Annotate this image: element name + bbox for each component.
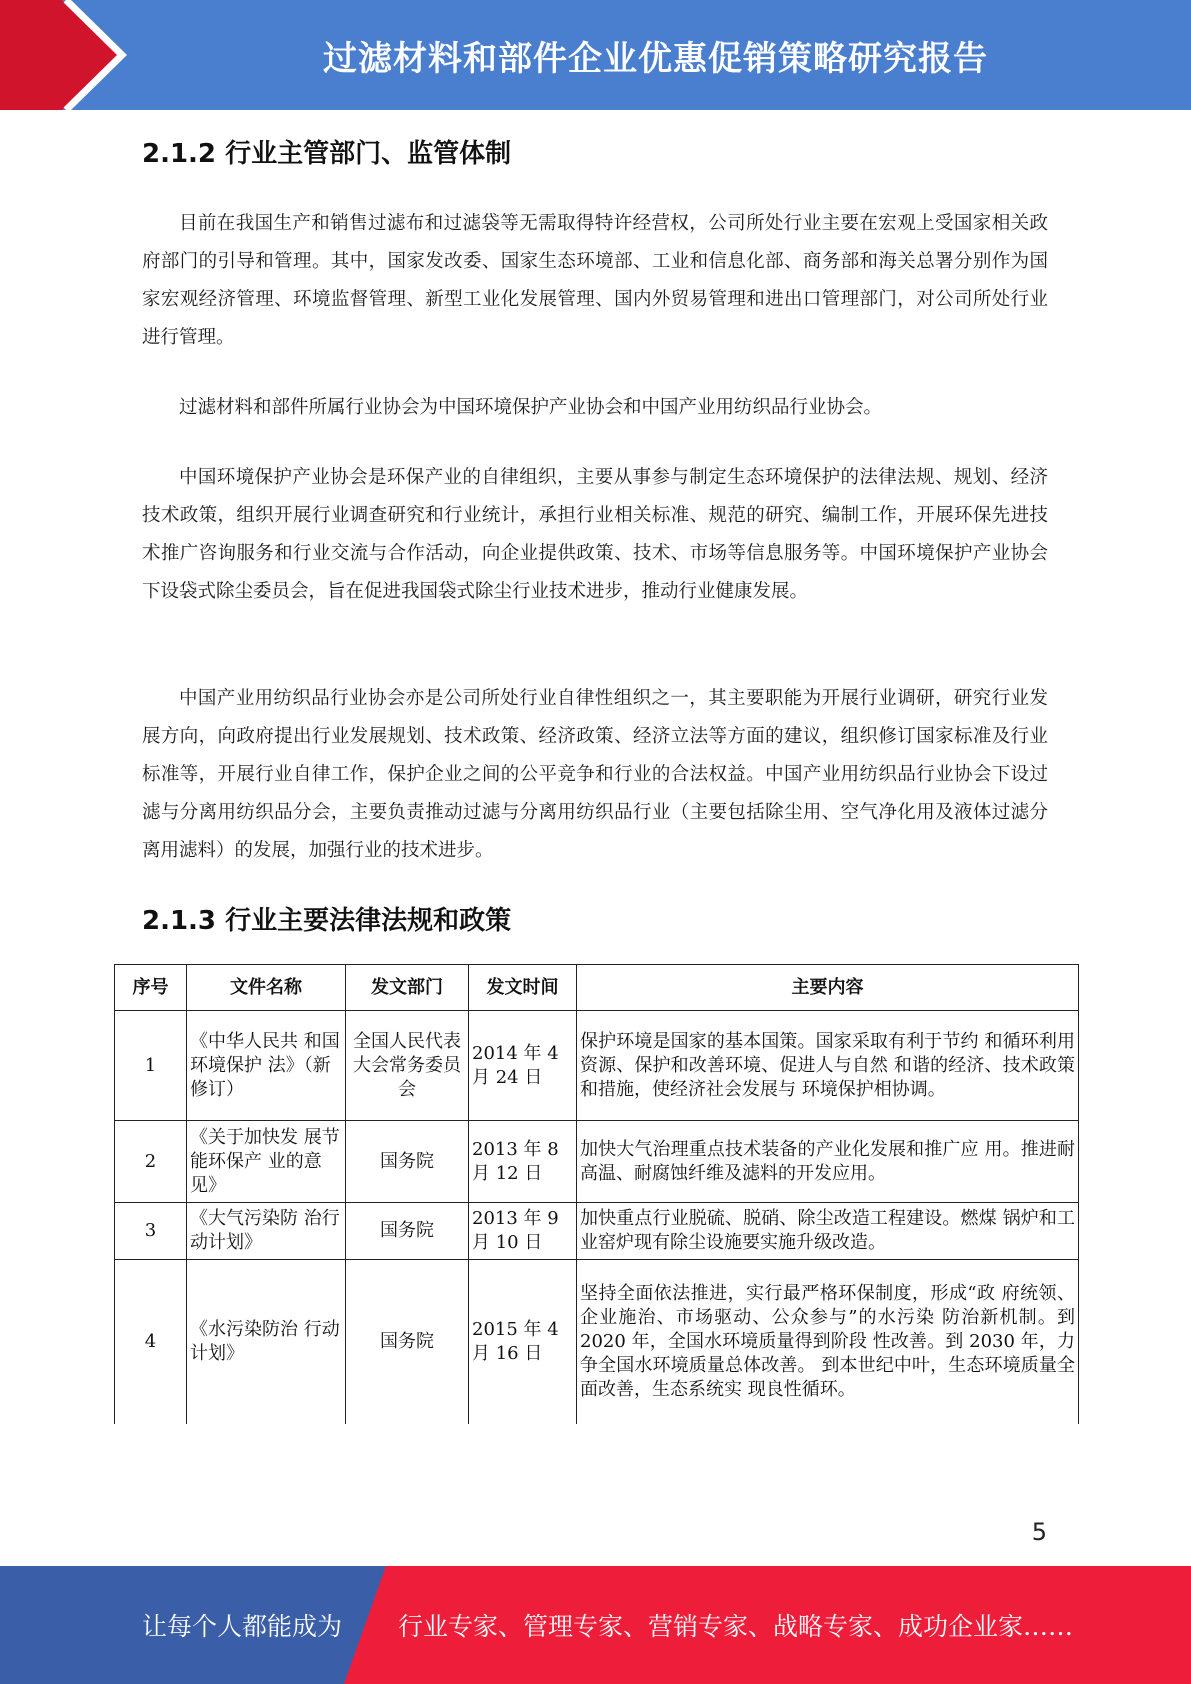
- row-number-cell: 1: [115, 1011, 187, 1121]
- content-cell: 加快大气治理重点技术装备的产业化发展和推广应 用。推进耐高温、耐腐蚀纤维及滤料的开发应用。: [577, 1121, 1079, 1203]
- policy-table: [114, 964, 1079, 1424]
- issuer-cell: 全国人民代表大会常务委员会: [346, 1011, 469, 1121]
- column-header: 序号: [115, 965, 187, 1011]
- content-cell: 加快重点行业脱硫、脱硝、除尘改造工程建设。燃煤 锅炉和工业窑炉现有除尘设施要实施升级改造。: [577, 1203, 1079, 1260]
- table-row: [115, 1011, 1079, 1121]
- row-number-cell: 2: [115, 1121, 187, 1203]
- column-header: 发文时间: [469, 965, 577, 1011]
- paragraph-associations: 过滤材料和部件所属行业协会为中国环境保护产业协会和中国产业用纺织品行业协会。: [179, 397, 883, 418]
- report-title: 过滤材料和部件企业优惠促销策略研究报告: [323, 38, 988, 79]
- section-heading-2-1-3: 2.1.3 行业主要法律法规和政策: [142, 906, 512, 936]
- section-heading-2-1-2: 2.1.2 行业主管部门、监管体制: [142, 139, 512, 169]
- date-cell: 2015 年 4 月 16 日: [469, 1260, 577, 1424]
- row-number-cell: 3: [115, 1203, 187, 1260]
- document-name-cell: 《大气污染防 治行动计划》: [187, 1203, 346, 1260]
- document-name-cell: 《水污染防治 行动计划》: [187, 1260, 346, 1424]
- table-row: [115, 1203, 1079, 1260]
- date-cell: 2013 年 8 月 12 日: [469, 1121, 577, 1203]
- header-arrow-graphic: [0, 0, 150, 110]
- column-header: 发文部门: [346, 965, 469, 1011]
- table-row: [115, 1121, 1079, 1203]
- date-cell: 2014 年 4 月 24 日: [469, 1011, 577, 1121]
- issuer-cell: 国务院: [346, 1260, 469, 1424]
- footer-slogan-right: 行业专家、管理专家、营销专家、战略专家、成功企业家……: [398, 1612, 1074, 1641]
- content-cell: 坚持全面依法推进，实行最严格环保制度，形成“政 府统领、企业施治、市场驱动、公众参与”的水污染 防治新机制。到 2020 年，全国水环境质量得到阶段 性改善。到 2030 年，力争全国水环境质量总体改善。 到本世纪中叶，生态环境质量全面改善，生态系统实 现良性循环。: [577, 1260, 1079, 1424]
- paragraph-regulators: 目前在我国生产和销售过滤布和过滤袋等无需取得特许经营权，公司所处行业主要在宏观上受国家相关政府部门的引导和管理。其中，国家发改委、国家生态环境部、工业和信息化部、商务部和海关总署分别作为国家宏观经济管理、环境监督管理、新型工业化发展管理、国内外贸易管理和进出口管理部门，对公司所处行业进行管理。: [142, 213, 1048, 348]
- document-name-cell: 《关于加快发 展节能环保产 业的意见》: [187, 1121, 346, 1203]
- date-cell: 2013 年 9 月 10 日: [469, 1203, 577, 1260]
- document-name-cell: 《中华人民共 和国环境保护 法》（新修订）: [187, 1011, 346, 1121]
- footer-banner: [0, 1566, 1191, 1684]
- paragraph-env-protection-association: 中国环境保护产业协会是环保产业的自律组织，主要从事参与制定生态环境保护的法律法规、规划、经济技术政策，组织开展行业调查研究和行业统计，承担行业相关标准、规范的研究、编制工作，开展环保先进技术推广咨询服务和行业交流与合作活动，向企业提供政策、技术、市场等信息服务等。中国环境保护产业协会下设袋式除尘委员会，旨在促进我国袋式除尘行业技术进步，推动行业健康发展。: [142, 467, 1048, 602]
- row-number-cell: 4: [115, 1260, 187, 1424]
- issuer-cell: 国务院: [346, 1203, 469, 1260]
- footer-slogan-left: 让每个人都能成为: [142, 1612, 343, 1641]
- page-number: 5: [1031, 1518, 1047, 1546]
- column-header: 主要内容: [577, 965, 1079, 1011]
- issuer-cell: 国务院: [346, 1121, 469, 1203]
- paragraph-textile-association: 中国产业用纺织品行业协会亦是公司所处行业自律性组织之一，其主要职能为开展行业调研，研究行业发展方向，向政府提出行业发展规划、技术政策、经济政策、经济立法等方面的建议，组织修订国家标准及行业标准等，开展行业自律工作，保护企业之间的公平竞争和行业的合法权益。中国产业用纺织品行业协会下设过滤与分离用纺织品分会，主要负责推动过滤与分离用纺织品行业（主要包括除尘用、空气净化用及液体过滤分离用滤料）的发展，加强行业的技术进步。: [142, 688, 1048, 861]
- table-row: [115, 1260, 1079, 1424]
- header-banner: [0, 0, 1191, 110]
- content-cell: 保护环境是国家的基本国策。国家采取有利于节约 和循环利用资源、保护和改善环境、促进人与自然 和谐的经济、技术政策和措施，使经济社会发展与 环境保护相协调。: [577, 1011, 1079, 1121]
- table-header-row: [115, 965, 1079, 1011]
- column-header: 文件名称: [187, 965, 346, 1011]
